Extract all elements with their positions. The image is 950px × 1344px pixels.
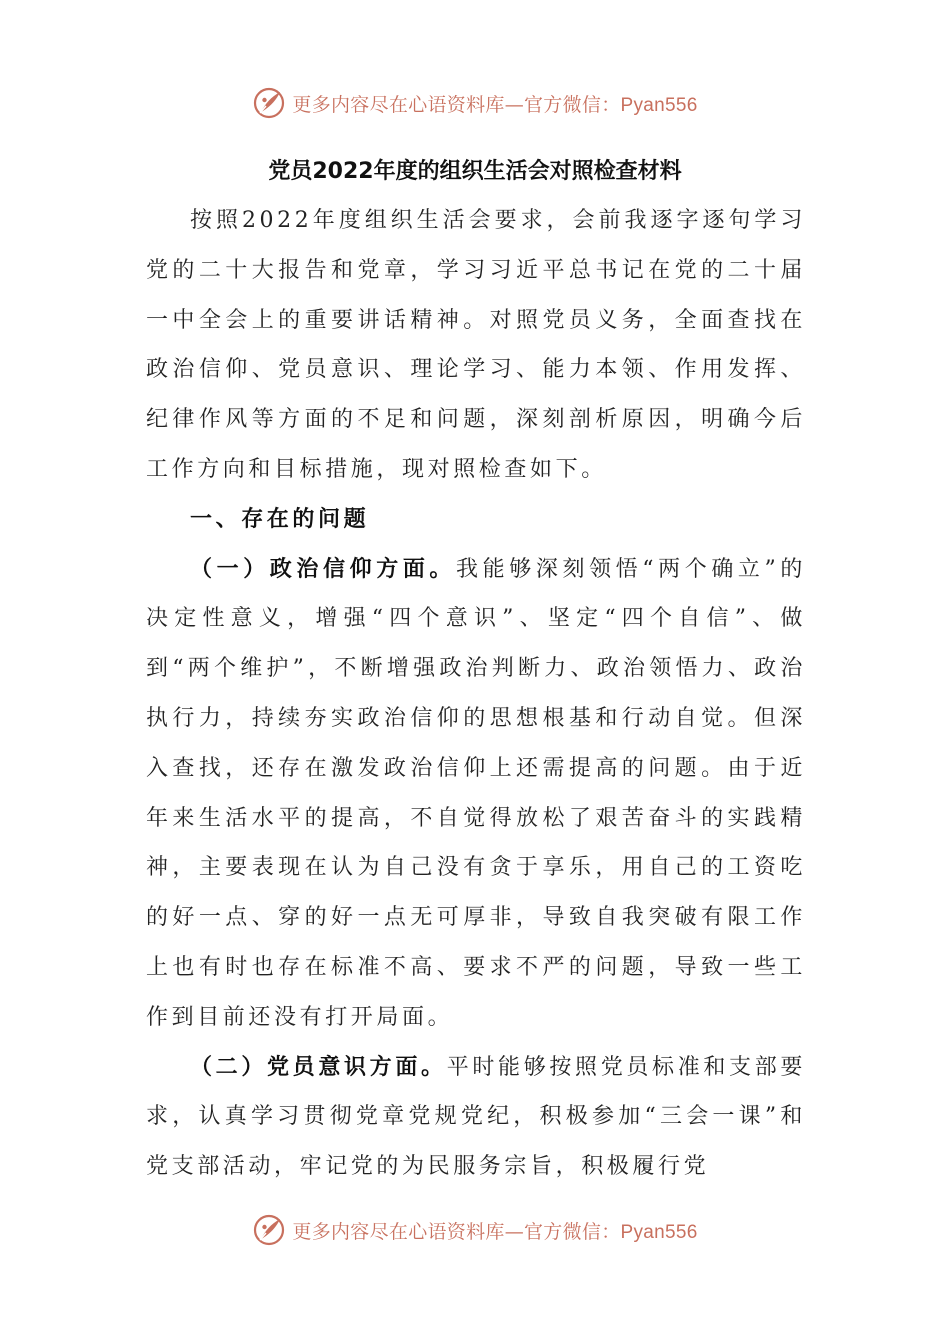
document-body xyxy=(146,196,806,1192)
watermark-text: 更多内容尽在心语资料库—官方微信：Pyan556 xyxy=(292,1220,698,1243)
item-party-awareness-body: 平时能够按照党员标准和支部要求，认真学习贯彻党章党规党纪，积极参加“三会一课”和党支部活动，牢记党的为民服务宗旨，积极履行党 xyxy=(146,1054,806,1180)
quill-logo-icon xyxy=(252,86,286,120)
section-heading-problems: 一、存在的问题 xyxy=(190,506,370,532)
intro-paragraph: 按照2022年度组织生活会要求，会前我逐字逐句学习党的二十大报告和党章，学习习近平总书记在党的二十届一中全会上的重要讲话精神。对照党员义务，全面查找在政治信仰、党员意识、理论学习、能力本领、作用发挥、纪律作风等方面的不足和问题，深刻剖析原因，明确今后工作方向和目标措施，现对照检查如下。 xyxy=(146,208,806,482)
watermark-banner-bottom xyxy=(0,1210,950,1250)
watermark-banner-top xyxy=(0,83,950,123)
item-political-belief-body: 我能够深刻领悟“两个确立”的决定性意义，增强“四个意识”、坚定“四个自信”、做到“两个维护”，不断增强政治判断力、政治领悟力、政治执行力，持续夯实政治信仰的思想根基和行动自觉。但深入查找，还存在激发政治信仰上还需提高的问题。由于近年来生活水平的提高，不自觉得放松了艰苦奋斗的实践精神，主要表现在认为自己没有贪于享乐，用自己的工资吃的好一点、穿的好一点无可厚非，导致自我突破有限工作上也有时也存在标准不高、要求不严的问题，导致一些工作到目前还没有打开局面。 xyxy=(146,556,806,1030)
item-party-awareness-lead: （二）党员意识方面。 xyxy=(190,1054,447,1080)
item-party-awareness xyxy=(146,1043,806,1192)
watermark-text: 更多内容尽在心语资料库—官方微信：Pyan556 xyxy=(292,93,698,116)
item-political-belief-lead: （一）政治信仰方面。 xyxy=(190,556,457,582)
quill-logo-icon xyxy=(252,1213,286,1247)
item-political-belief xyxy=(146,545,806,1043)
page-title: 党员2022年度的组织生活会对照检查材料 xyxy=(268,159,682,184)
